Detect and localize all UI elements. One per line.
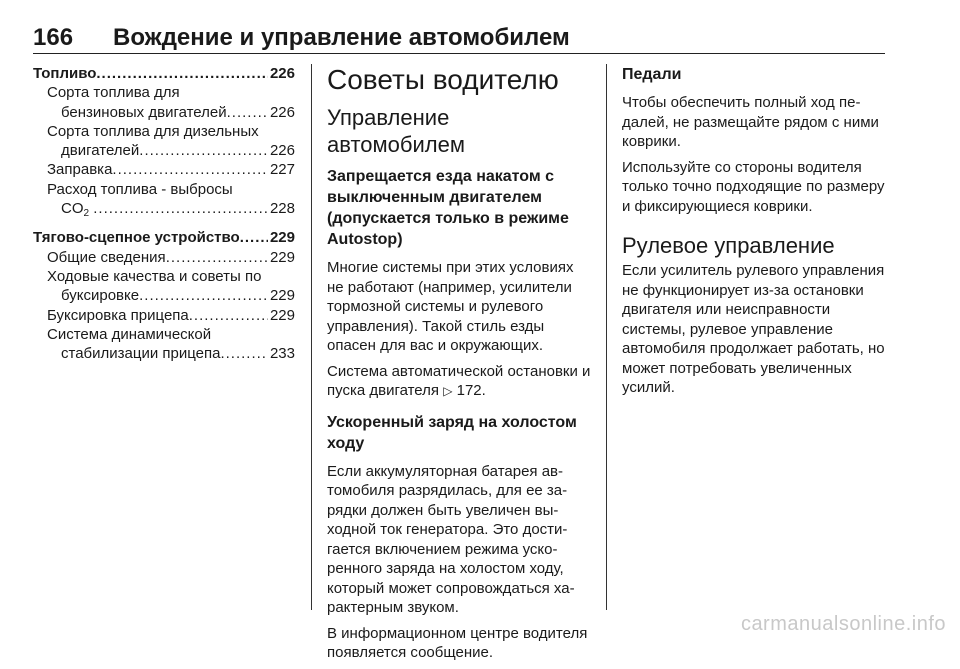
toc-item-label: буксировке [61, 287, 140, 305]
toc-item-line: Ходовые качества и советы по [47, 267, 262, 285]
paragraph: Если усилитель рулевого управления не функционирует из-за остановки двигателя или неисправности системы, рулевое управление автомобиля продолжает работать, но может потребовать увеличенных усилий. [622, 262, 885, 396]
toc-entry-fuel[interactable] [33, 64, 295, 83]
toc-item-label: Буксировка прицепа [47, 306, 189, 324]
subscript: 2 [83, 208, 90, 220]
page-number: 166 [33, 24, 74, 51]
toc-item-label: двигателей [61, 142, 140, 160]
paragraph: В информационном центре водителя появляется сообщение. [327, 624, 588, 661]
toc-section-towing [33, 228, 295, 363]
toc-page: 226 [269, 65, 295, 82]
paragraph-text: Система автоматической остановки и пуска двигателя [327, 362, 591, 399]
toc-column [33, 64, 295, 363]
toc-item-line: Расход топлива - выбросы [47, 180, 233, 198]
paragraph: Чтобы обеспечить полный ход педалей, не размещайте рядом с ними коврики. [622, 94, 879, 150]
content-column-3 [622, 64, 892, 404]
section-heading: Управление автомобилем [327, 105, 465, 157]
toc-page: 229 [269, 306, 295, 324]
toc-item[interactable] [33, 325, 295, 364]
toc-item-label: Общие сведения [47, 248, 166, 266]
toc-page: 228 [269, 200, 295, 218]
page-header [33, 20, 885, 54]
header-rule [33, 53, 885, 54]
toc-page: 233 [269, 345, 295, 363]
page-title: Вождение и управление автомобилем [113, 24, 570, 51]
toc-entry-towing[interactable] [33, 228, 295, 247]
column-divider-1 [311, 64, 312, 610]
section-heading-steering: Рулевое управление [622, 233, 835, 258]
toc-item[interactable] [33, 306, 295, 325]
toc-item[interactable] [33, 160, 295, 179]
toc-item-line: Система динамической [47, 325, 212, 343]
subsection-heading-coasting: Запрещается езда накатом с выключенным двигателем (допускается только в режиме Autostop) [327, 168, 569, 248]
toc-page: 226 [269, 142, 295, 160]
toc-item-line: Сорта топлива для [47, 84, 180, 102]
main-heading: Советы водителю [327, 64, 559, 95]
content-column-2 [327, 64, 591, 669]
toc-item-label: Заправка [47, 161, 113, 179]
subsection-heading-charging: Ускоренный заряд на холостом ходу [327, 413, 577, 452]
toc-page: 227 [269, 161, 295, 179]
toc-item-label: CO [61, 200, 84, 218]
toc-item-label: стабилизации прицепа [61, 345, 221, 363]
toc-item[interactable] [33, 180, 295, 224]
toc-item[interactable] [33, 122, 295, 161]
toc-item[interactable] [33, 248, 295, 267]
paragraph: Если аккумуляторная батарея автомобиля разрядилась, для ее зарядки должен быть увеличен выходной ток генератора. Это достигается включением режима ускоренного заряда на холостом ходу, который может сопровождаться характерным звуком. [327, 462, 575, 616]
toc-item-line: Сорта топлива для дизельных [47, 122, 259, 140]
paragraph: Многие системы при этих условиях не работают (например, усилители тормозной системы и рулевого управления). Такой стиль езды опасен для вас и окружающих. [327, 259, 574, 354]
toc-page: 229 [269, 287, 295, 305]
toc-item[interactable] [33, 267, 295, 306]
toc-item-label: бензиновых двигателей [61, 103, 227, 121]
subsection-heading-pedals: Педали [622, 66, 682, 83]
paragraph: Используйте со стороны водителя только точно подходящие по размеру и фиксирующиеся коврики. [622, 158, 885, 215]
toc-page: 229 [269, 229, 295, 247]
toc-page: 226 [269, 103, 295, 121]
toc-label: Тягово-сцепное устройство [33, 229, 240, 247]
toc-label: Топливо [33, 65, 97, 82]
toc-section-fuel [33, 64, 295, 223]
column-divider-2 [606, 64, 607, 610]
paragraph [327, 362, 591, 402]
toc-item[interactable] [33, 83, 295, 122]
watermark-brand: carmanualsonline.info [740, 613, 946, 635]
toc-page: 229 [269, 248, 295, 266]
page-reference[interactable]: 172. [456, 382, 486, 399]
page-reference-icon: ▷ [443, 384, 453, 398]
